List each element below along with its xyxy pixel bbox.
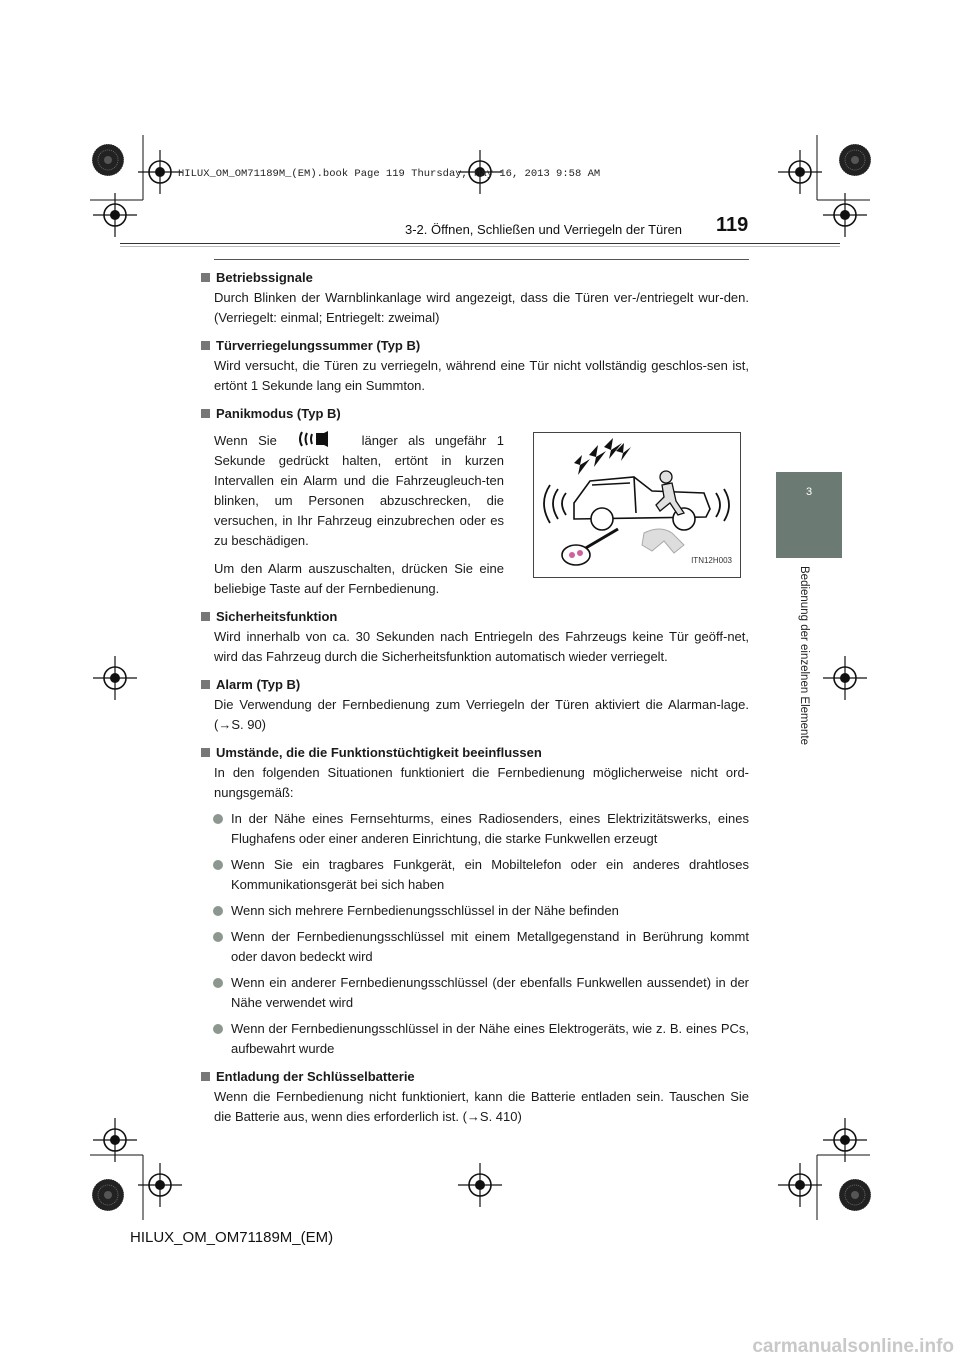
section-summer [214, 336, 749, 396]
circle-bullet-icon [213, 906, 223, 916]
panic-button-icon [297, 430, 335, 448]
section-batterie [214, 1067, 749, 1127]
section-text: Wird versucht, die Türen zu verriegeln, während eine Tür nicht vollständig geschlos-sen ist, ertönt 1 Sekunde lang ein Summton. [214, 358, 749, 393]
section-text: Wenn die Fernbedienung nicht funktioniert, kann die Batterie entladen sein. Tauschen Sie die Batterie aus, wenn dies erforderlich ist. (→S. 410) [214, 1089, 749, 1124]
square-bullet-icon [201, 748, 210, 757]
section-betriebssignale [214, 268, 749, 328]
registration-mark-icon [138, 150, 182, 194]
section-heading: Umstände, die die Funktionstüchtigkeit beeinflussen [216, 745, 542, 760]
circle-bullet-icon [213, 978, 223, 988]
watermark [0, 1336, 960, 1358]
registration-mark-icon [839, 144, 871, 176]
registration-mark-icon [92, 144, 124, 176]
circle-bullet-icon [213, 1024, 223, 1034]
square-bullet-icon [201, 1072, 210, 1081]
list-item: Wenn sich mehrere Fernbedienungsschlüssel in der Nähe befinden [214, 901, 749, 921]
registration-mark-icon [823, 656, 867, 700]
header-rule-shadow [120, 246, 840, 247]
content-rule [214, 259, 749, 260]
section-sicherheitsfunktion [214, 607, 749, 667]
chapter-title: Bedienung der einzelnen Elemente [798, 566, 810, 746]
list-item: Wenn der Fernbedienungsschlüssel in der Nähe eines Elektrogeräts, wie z. B. eines PCs, aufbewahrt wurde [214, 1019, 749, 1059]
circle-bullet-icon [213, 860, 223, 870]
image-code: ITN12H003 [691, 556, 732, 565]
main-content [214, 268, 749, 1135]
page-number: 119 [716, 214, 749, 236]
section-heading: Entladung der Schlüsselbatterie [216, 1069, 415, 1084]
chapter-number: 3 [805, 486, 813, 498]
section-title: 3-2. Öffnen, Schließen und Verriegeln der Türen [405, 222, 683, 237]
section-text: Die Verwendung der Fernbedienung zum Verriegeln der Türen aktiviert die Alarman-lage. (→S. 90) [214, 697, 749, 732]
section-heading: Betriebssignale [216, 270, 313, 285]
panic-text-1: Wenn Sie länger als ungefähr 1 Sekunde gedrückt halten, ertönt in kurzen Intervallen ein Alarm und die Fahrzeugleuch-ten blinken, um Personen abzuschrecken, die versuchen, in Ihr Fahrzeug einzubrechen oder es zu beschädigen. [214, 430, 504, 551]
square-bullet-icon [201, 273, 210, 282]
chapter-tab [776, 472, 842, 558]
footer-code: HILUX_OM_OM71189M_(EM) [130, 1229, 334, 1246]
registration-mark-icon [778, 1163, 822, 1207]
registration-mark-icon [458, 1163, 502, 1207]
panic-mode-illustration [533, 432, 741, 578]
section-heading: Türverriegelungssummer (Typ B) [216, 338, 421, 353]
section-text: Durch Blinken der Warnblinkanlage wird angezeigt, dass die Türen ver-/entriegelt wur-den. (Verriegelt: einmal; Entriegelt: zweimal) [214, 290, 749, 325]
header-rule [120, 243, 840, 244]
registration-mark-icon [138, 1163, 182, 1207]
section-heading: Panikmodus (Typ B) [216, 406, 341, 421]
section-alarm [214, 675, 749, 735]
list-item: Wenn Sie ein tragbares Funkgerät, ein Mobiltelefon oder ein anderes drahtloses Kommunikationsgerät bei sich haben [214, 855, 749, 895]
panic-text-2: Um den Alarm auszuschalten, drücken Sie eine beliebige Taste auf der Fernbedienung. [214, 561, 504, 596]
section-text: Wird innerhalb von ca. 30 Sekunden nach Entriegeln des Fahrzeugs keine Tür geöff-net, wird das Fahrzeug durch die Sicherheitsfunktion automatisch wieder verriegelt. [214, 629, 749, 664]
circle-bullet-icon [213, 932, 223, 942]
square-bullet-icon [201, 680, 210, 689]
section-text: In den folgenden Situationen funktioniert die Fernbedienung möglicherweise nicht ord-nungsgemäß: [214, 765, 749, 800]
section-panikmodus [214, 404, 749, 599]
print-info: HILUX_OM_OM71189M_(EM).book Page 119 Thursday, May 16, 2013 9:58 AM [178, 168, 601, 180]
section-heading: Alarm (Typ B) [216, 677, 301, 692]
chapter-title-vertical [796, 566, 812, 766]
section-heading: Sicherheitsfunktion [216, 609, 338, 624]
list-item: In der Nähe eines Fernsehturms, eines Radiosenders, eines Elektrizitätswerks, eines Flughafens oder einer anderen Einrichtung, die starke Funkwellen erzeugt [214, 809, 749, 849]
square-bullet-icon [201, 341, 210, 350]
registration-mark-icon [93, 656, 137, 700]
section-umstaende [214, 743, 749, 1059]
list-item: Wenn ein anderer Fernbedienungsschlüssel (der ebenfalls Funkwellen aussendet) in der Nähe verwendet wird [214, 973, 749, 1013]
list-item: Wenn der Fernbedienungsschlüssel mit einem Metallgegenstand in Berührung kommt oder davon bedeckt wird [214, 927, 749, 967]
circle-bullet-icon [213, 814, 223, 824]
truck-icon [574, 477, 710, 530]
registration-mark-icon [839, 1179, 871, 1211]
watermark-text: carmanualsonline.info [752, 1336, 954, 1357]
registration-mark-icon [92, 1179, 124, 1211]
square-bullet-icon [201, 409, 210, 418]
square-bullet-icon [201, 612, 210, 621]
key-fob-icon [562, 529, 618, 565]
registration-mark-icon [778, 150, 822, 194]
lightning-icon [574, 438, 631, 475]
